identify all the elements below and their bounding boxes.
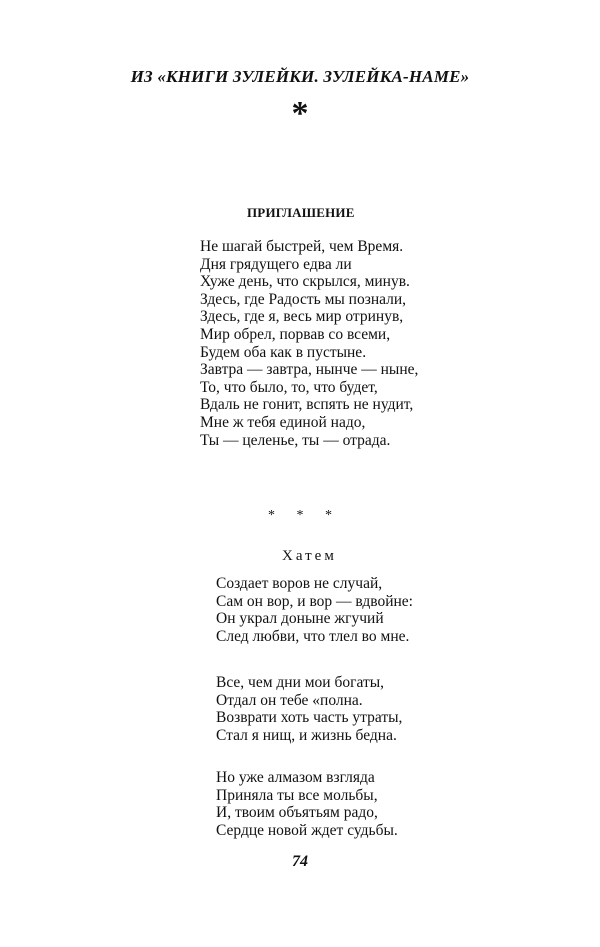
poem-invitation-text [200,238,418,449]
page-number: 74 [292,853,308,870]
poem-line: Приняла ты все мольбы, [216,786,378,804]
poem-line: Но уже алмазом взгляда [216,769,375,786]
poem-line: Мир обрел, порвав со всеми, [200,325,391,343]
poem-line: Все, чем дни мои богаты, [216,674,385,691]
poem-line: Сам он вор, и вор — вдвойне: [216,592,413,610]
poem-line: Возврати хоть часть утраты, [216,709,403,727]
stanza-1 [216,575,413,645]
asterisk-ornament-icon: * [291,95,309,132]
section-separator: * * * [268,508,341,523]
poem-line: Сердце новой ждет судьбы. [216,821,398,839]
running-header: ИЗ «КНИГИ ЗУЛЕЙКИ. ЗУЛЕЙКА-НАМЕ» [130,67,470,86]
poem-line: Стал я нищ, и жизнь бедна. [216,726,397,744]
speaker-name: Хатем [282,548,337,564]
poem-line: Создает воров не случай, [216,575,383,592]
poem-line: То, что было, то, что будет, [200,378,378,396]
poem-line: Завтра — завтра, нынче — ныне, [200,361,419,379]
poem-line: След любви, что тлел во мне. [216,627,410,645]
poem-line: Здесь, где Радость мы познали, [200,290,407,308]
stanza-2 [216,674,402,744]
poem-line: Мне ж тебя единой надо, [200,413,366,431]
poem-title: ПРИГЛАШЕНИЕ [247,205,355,220]
poem-line: Ты — целенье, ты — отрада. [200,431,391,449]
poem-line: Не шагай быстрей, чем Время. [200,238,404,255]
poem-line: Будем оба как в пустыне. [200,343,367,361]
poem-line: Отдал он тебе «полна. [216,691,363,709]
poem-line: Он украл доныне жгучий [216,610,384,628]
poem-line: Дня грядущего едва ли [200,255,352,273]
poem-line: Вдаль не гонит, вспять не нудит, [200,396,414,414]
poem-line: И, твоим объятьям радо, [216,804,378,822]
poem-line: Хуже день, что скрылся, минув. [200,273,410,291]
stanza-3 [216,769,398,839]
poem-line: Здесь, где я, весь мир отринув, [200,308,404,326]
